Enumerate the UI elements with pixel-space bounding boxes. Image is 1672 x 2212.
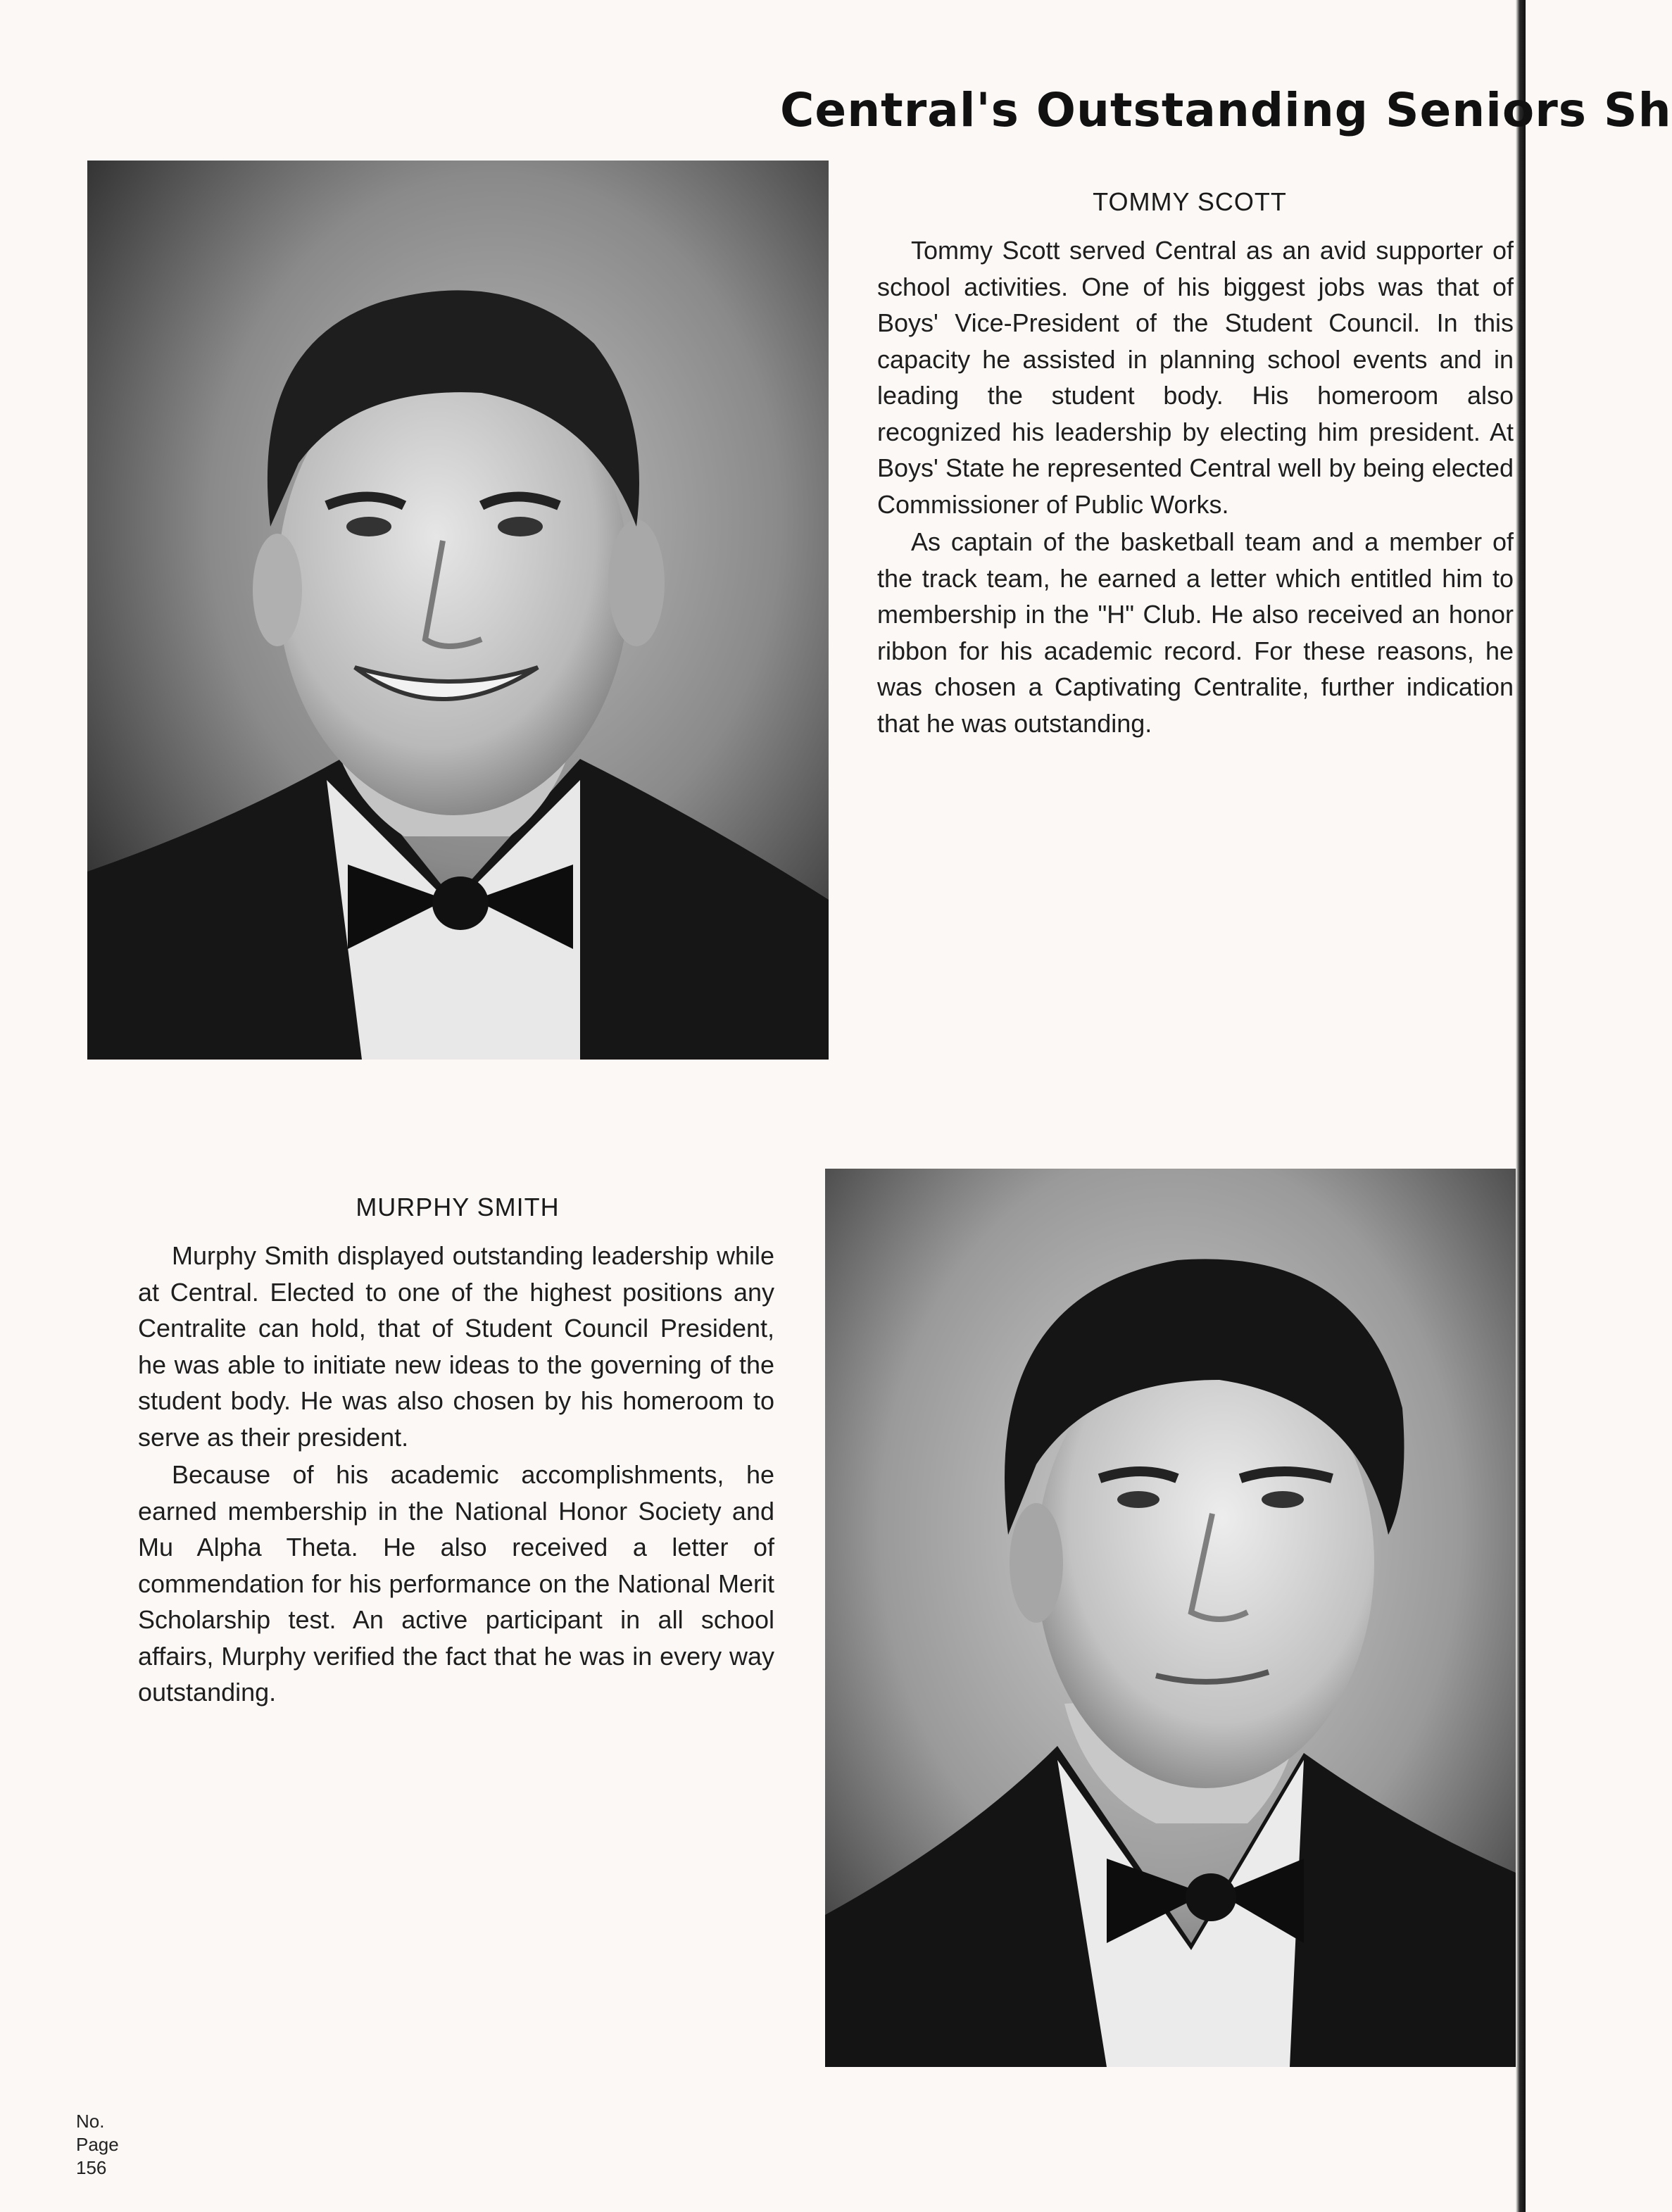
bio-paragraph: Tommy Scott served Central as an avid supporter of school activities. One of his biggest jobs was that of Boys' Vice-President of the Student Council. In this capacity he assisted in planning school events and in leading the student body. His homeroom also recognized his leadership by electing him president. At Boys' State he represented Central well by being elected Commissioner of Public Works. <box>877 236 1514 519</box>
page-edge-shadow <box>1516 0 1526 2212</box>
bio-paragraph: As captain of the basketball team and a member of the track team, he earned a letter which entitled him to membership in the "H" Club. He also received an honor ribbon for his academic record. For these reasons, he was chosen a Captivating Centralite, further indication that he was outstanding. <box>877 527 1514 738</box>
bio-paragraph: Because of his academic accomplishments, he earned membership in the National Honor Society and Mu Alpha Theta. He also received a letter of commendation for his performance on the National Merit Scholarship test. An active participant in all school affairs, Murphy verified the fact that he was in every way outstanding. <box>138 1460 774 1707</box>
page-footer <box>76 2110 119 2180</box>
page-headline: Central's Outstanding Seniors Sh <box>780 83 1672 137</box>
portrait-photo-murphy-smith <box>825 1169 1516 2067</box>
bio-paragraph: Murphy Smith displayed outstanding leadership while at Central. Elected to one of the highest positions any Centralite can hold, that of Student Council President, he was able to initiate new ideas to the governing of the student body. He was also chosen by his homeroom to serve as their president. <box>138 1241 774 1452</box>
portrait-photo-icon <box>87 161 829 1060</box>
footer-no-label: No. <box>76 2111 105 2132</box>
senior-bio-murphy-smith <box>138 1238 774 1712</box>
senior-bio-tommy-scott <box>877 232 1514 743</box>
portrait-photo-icon <box>825 1169 1516 2067</box>
footer-page-number: 156 <box>76 2157 107 2178</box>
senior-name-tommy-scott: TOMMY SCOTT <box>1093 187 1287 216</box>
footer-page-label: Page <box>76 2134 119 2155</box>
portrait-photo-tommy-scott <box>87 161 829 1060</box>
senior-name-murphy-smith: MURPHY SMITH <box>356 1193 560 1221</box>
